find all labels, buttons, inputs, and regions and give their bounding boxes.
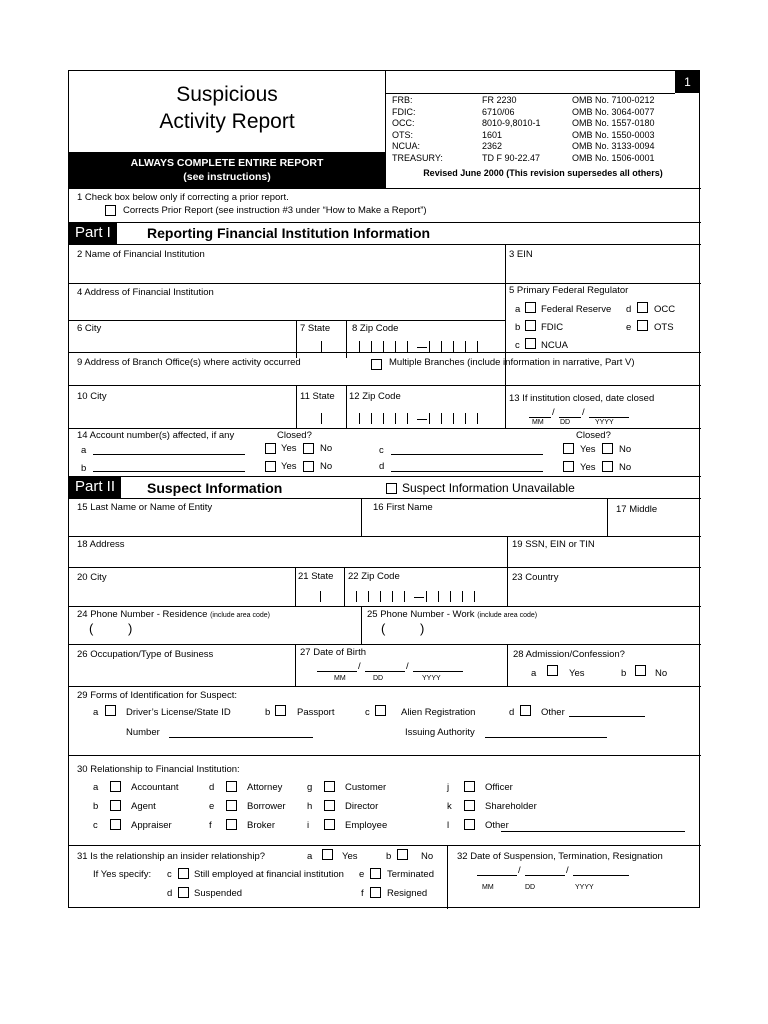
field-23-label: 23 Country [512, 572, 559, 583]
acct-d-letter: d [379, 461, 385, 472]
fdic-checkbox[interactable] [525, 320, 536, 331]
id-number-label: Number [126, 727, 160, 738]
corrects-prior-report-label: Corrects Prior Report (see instruction #3 under “How to Make a Report”) [123, 205, 427, 216]
relationship-letter: h [307, 801, 313, 812]
admission-yes-checkbox[interactable] [547, 665, 558, 676]
field-22-label: 22 Zip Code [348, 571, 400, 582]
suspended-checkbox[interactable] [178, 887, 189, 898]
agency-omb-number: OMB No. 1557-0180 [572, 118, 655, 129]
relationship-customer-checkbox[interactable] [324, 781, 335, 792]
form-title [69, 81, 385, 135]
if-yes-specify: If Yes specify: [93, 869, 152, 880]
f28-a-letter: a [531, 668, 537, 679]
f31-e-letter: e [359, 869, 365, 880]
field-25-label [367, 609, 537, 620]
relationship-letter: d [209, 782, 215, 793]
other-id-input[interactable] [569, 716, 645, 717]
relationship-appraiser-checkbox[interactable] [110, 819, 121, 830]
relationship-broker-checkbox[interactable] [226, 819, 237, 830]
field-20-label: 20 City [77, 572, 107, 583]
acct-d-no-label: No [619, 462, 632, 473]
date-mm-label: MM [532, 419, 544, 426]
admission-no-label: No [655, 668, 668, 679]
relationship-letter: g [307, 782, 313, 793]
part-2-title: Suspect Information [147, 480, 283, 496]
relationship-agent-label: Agent [131, 801, 156, 812]
field-26-label: 26 Occupation/Type of Business [77, 649, 214, 660]
date-dd-label: DD [560, 419, 571, 426]
reg-b-letter: b [515, 322, 521, 333]
relationship-letter: e [209, 801, 215, 812]
acct-c-yes-checkbox[interactable] [563, 443, 574, 454]
terminated-checkbox[interactable] [370, 868, 381, 879]
alien-registration-checkbox[interactable] [375, 705, 386, 716]
relationship-appraiser-label: Appraiser [131, 820, 172, 831]
part-1-title: Reporting Financial Institution Information [147, 225, 431, 241]
date-closed[interactable]: / / [529, 407, 629, 419]
agency-omb-number: OMB No. 7100-0212 [572, 95, 655, 105]
relationship-letter: b [93, 801, 99, 812]
f32-mm-label: MM [482, 884, 494, 891]
field-14-label: 14 Account number(s) affected, if any [77, 430, 235, 441]
alien-registration-label: Alien Registration [401, 707, 476, 718]
dob-mm-label: MM [334, 675, 346, 682]
relationship-letter: l [447, 820, 450, 831]
field-11-label: 11 State [300, 391, 335, 402]
relationship-director-checkbox[interactable] [324, 800, 335, 811]
field-25-note: (include area code) [477, 612, 538, 619]
field-8-label: 8 Zip Code [352, 323, 399, 334]
field-9-label: 9 Address of Branch Office(s) where activity occurred [77, 357, 301, 368]
relationship-director-label: Director [345, 801, 379, 812]
field-3-label: 3 EIN [509, 249, 533, 260]
account-c-input[interactable] [391, 454, 543, 455]
acct-a-no-label: No [320, 443, 333, 454]
acct-a-no-checkbox[interactable] [303, 443, 314, 454]
agency-row [392, 95, 692, 107]
header-top-line [385, 93, 675, 94]
f32-yyyy-label: YYYY [575, 884, 594, 891]
phone-res-close-paren: ) [128, 621, 133, 636]
insider-no-checkbox[interactable] [397, 849, 408, 860]
agency-omb-number: OMB No. 3133-0094 [572, 141, 655, 152]
resigned-label: Resigned [387, 888, 428, 899]
agency-form-number: FR 2230 [482, 95, 517, 105]
acct-b-letter: b [81, 463, 87, 474]
relationship-letter: a [93, 782, 99, 793]
id-a-letter: a [93, 707, 99, 718]
relationship-accountant-label: Accountant [131, 782, 179, 793]
acct-d-yes-checkbox[interactable] [563, 461, 574, 472]
account-a-input[interactable] [93, 454, 245, 455]
relationship-other-checkbox[interactable] [464, 819, 475, 830]
id-d-letter: d [509, 707, 515, 718]
agency-name: OTS: [392, 129, 414, 140]
title-line-2: Activity Report [159, 110, 295, 133]
agency-row [392, 141, 692, 153]
id-number-input[interactable] [169, 737, 313, 738]
multiple-branches-label: Multiple Branches (include information in narrative, Part V) [389, 357, 635, 368]
reg-a-letter: a [515, 304, 521, 315]
acct-d-yes-label: Yes [580, 462, 596, 473]
ots-label: OTS [654, 322, 674, 333]
field-32-label: 32 Date of Suspension, Termination, Resignation [457, 851, 663, 862]
admission-yes-label: Yes [569, 668, 585, 679]
other-id-checkbox[interactable] [520, 705, 531, 716]
relationship-customer-label: Customer [345, 782, 387, 793]
suspect-unavailable-checkbox[interactable] [386, 483, 397, 494]
drivers-license-checkbox[interactable] [105, 705, 116, 716]
still-employed-checkbox[interactable] [178, 868, 189, 879]
terminated-label: Terminated [387, 869, 434, 880]
agency-form-number: 2362 [482, 141, 503, 152]
id-b-letter: b [265, 707, 271, 718]
relationship-other-input[interactable] [501, 831, 685, 832]
agency-form-number: 1601 [482, 129, 503, 140]
f31-d-letter: d [167, 888, 173, 899]
phone-work-close-paren: ) [420, 621, 425, 636]
acct-c-yes-label: Yes [580, 444, 596, 455]
closed-label-right: Closed? [576, 430, 611, 441]
agency-form-number: 6710/06 [482, 106, 515, 117]
id-c-letter: c [365, 707, 370, 718]
relationship-borrower-checkbox[interactable] [226, 800, 237, 811]
agency-form-number: TD F 90-22.47 [482, 153, 541, 163]
acct-b-yes-label: Yes [281, 461, 297, 472]
federal-reserve-checkbox[interactable] [525, 302, 536, 313]
reg-e-letter: e [626, 322, 632, 333]
closed-label-left: Closed? [277, 430, 312, 441]
acct-a-letter: a [81, 445, 87, 456]
part-2-label: Part II [69, 476, 121, 498]
corrects-prior-report-checkbox[interactable] [105, 205, 116, 216]
agency-row [392, 153, 692, 165]
drivers-license-label: Driver’s License/State ID [126, 707, 231, 718]
field-29-label: 29 Forms of Identification for Suspect: [77, 690, 237, 701]
field-5-label: 5 Primary Federal Regulator [509, 285, 629, 296]
field-7-label: 7 State [300, 323, 331, 334]
field-16-label: 16 First Name [373, 502, 433, 513]
acct-c-no-label: No [619, 444, 632, 455]
f31-c-letter: c [167, 869, 172, 880]
item-1-label: 1 Check box below only if correcting a prior report. [77, 192, 289, 203]
acct-b-no-checkbox[interactable] [303, 461, 314, 472]
agency-row [392, 118, 692, 130]
field-21-label: 21 State [298, 571, 334, 582]
relationship-letter: i [307, 820, 310, 831]
f31-a-letter: a [307, 851, 313, 862]
relationship-shareholder-label: Shareholder [485, 801, 537, 812]
agency-row [392, 130, 692, 142]
insider-yes-checkbox[interactable] [322, 849, 333, 860]
field-10-label: 10 City [77, 391, 107, 402]
agency-omb-number: OMB No. 1550-0003 [572, 129, 655, 140]
revised-note: Revised June 2000 (This revision supersedes all others) [423, 168, 663, 178]
field-4-label: 4 Address of Financial Institution [77, 287, 214, 298]
always-complete-text: ALWAYS COMPLETE ENTIRE REPORT [130, 157, 324, 169]
insider-no-label: No [421, 851, 434, 862]
field-15-label: 15 Last Name or Name of Entity [77, 502, 213, 513]
relationship-agent-checkbox[interactable] [110, 800, 121, 811]
suspended-label: Suspended [194, 888, 243, 899]
acct-b-no-label: No [320, 461, 333, 472]
acct-c-no-checkbox[interactable] [602, 443, 613, 454]
issuing-authority-label: Issuing Authority [405, 727, 475, 738]
ots-checkbox[interactable] [637, 320, 648, 331]
agency-name: OCC: [392, 118, 415, 129]
suspension-date[interactable]: / / [477, 865, 629, 877]
date-of-birth[interactable]: / / [317, 661, 463, 673]
resigned-checkbox[interactable] [370, 887, 381, 898]
f32-dd-label: DD [525, 884, 536, 891]
relationship-employee-label: Employee [345, 820, 388, 831]
agency-name: NCUA: [392, 141, 421, 152]
passport-checkbox[interactable] [275, 705, 286, 716]
field-13-label: 13 If institution closed, date closed [509, 393, 655, 404]
f31-f-letter: f [361, 888, 364, 899]
phone-work-open-paren: ( [381, 621, 386, 636]
field-30-label: 30 Relationship to Financial Institution: [77, 764, 240, 775]
occ-label: OCC [654, 304, 676, 315]
occ-checkbox[interactable] [637, 302, 648, 313]
relationship-letter: k [447, 801, 452, 812]
phone-res-open-paren: ( [89, 621, 94, 636]
agency-omb-number: OMB No. 1506-0001 [572, 153, 655, 163]
page-number: 1 [675, 71, 700, 93]
field-24-text: 24 Phone Number - Residence [77, 609, 208, 620]
agency-name: TREASURY: [392, 153, 443, 163]
agency-form-number: 8010-9,8010-1 [482, 118, 541, 129]
acct-b-yes-checkbox[interactable] [265, 461, 276, 472]
relationship-letter: j [447, 782, 450, 793]
acct-a-yes-label: Yes [281, 443, 297, 454]
relationship-accountant-checkbox[interactable] [110, 781, 121, 792]
other-id-label: Other [541, 707, 565, 718]
field-17-label: 17 Middle [616, 504, 658, 515]
field-27-label: 27 Date of Birth [300, 647, 367, 658]
see-instructions-text: (see instructions) [183, 171, 271, 183]
field-6-label: 6 City [77, 323, 102, 334]
relationship-attorney-checkbox[interactable] [226, 781, 237, 792]
multiple-branches-checkbox[interactable] [371, 359, 382, 370]
field-28-label: 28 Admission/Confession? [513, 649, 625, 660]
relationship-broker-label: Broker [247, 820, 275, 831]
field-25-text: 25 Phone Number - Work [367, 609, 475, 620]
field-24-note: (include area code) [210, 612, 271, 619]
acct-c-letter: c [379, 445, 384, 456]
relationship-shareholder-checkbox[interactable] [464, 800, 475, 811]
reg-c-letter: c [515, 340, 520, 351]
suspect-unavailable-label: Suspect Information Unavailable [402, 481, 575, 495]
field-12-label: 12 Zip Code [349, 391, 401, 402]
acct-d-no-checkbox[interactable] [602, 461, 613, 472]
agency-name: FRB: [392, 95, 413, 105]
admission-no-checkbox[interactable] [635, 665, 646, 676]
passport-label: Passport [297, 707, 335, 718]
field-18-label: 18 Address [77, 539, 125, 550]
agency-name: FDIC: [392, 106, 416, 117]
relationship-attorney-label: Attorney [247, 782, 283, 793]
field-19-label: 19 SSN, EIN or TIN [512, 539, 595, 550]
relationship-letter: c [93, 820, 98, 831]
relationship-officer-label: Officer [485, 782, 513, 793]
form-page [68, 70, 700, 908]
relationship-employee-checkbox[interactable] [324, 819, 335, 830]
issuing-authority-input[interactable] [485, 737, 607, 738]
field-2-label: 2 Name of Financial Institution [77, 249, 205, 260]
relationship-letter: f [209, 820, 212, 831]
agency-omb-number: OMB No. 3064-0077 [572, 106, 655, 117]
acct-a-yes-checkbox[interactable] [265, 443, 276, 454]
ncua-label: NCUA [541, 340, 568, 351]
always-complete-banner [69, 152, 385, 188]
dob-yyyy-label: YYYY [422, 675, 441, 682]
agency-row [392, 107, 692, 119]
reg-d-letter: d [626, 304, 632, 315]
field-24-label [77, 609, 270, 620]
still-employed-label: Still employed at financial institution [194, 869, 344, 880]
federal-reserve-label: Federal Reserve [541, 304, 612, 315]
date-yyyy-label: YYYY [595, 419, 614, 426]
fdic-label: FDIC [541, 322, 564, 333]
relationship-other-label: Other [485, 820, 509, 831]
title-line-1: Suspicious [176, 83, 278, 106]
insider-yes-label: Yes [342, 851, 358, 862]
account-b-input[interactable] [93, 471, 245, 472]
account-d-input[interactable] [391, 471, 543, 472]
relationship-officer-checkbox[interactable] [464, 781, 475, 792]
dob-dd-label: DD [373, 675, 384, 682]
part-1-label: Part I [69, 222, 117, 244]
f31-b-letter: b [386, 851, 392, 862]
relationship-borrower-label: Borrower [247, 801, 286, 812]
f28-b-letter: b [621, 668, 627, 679]
field-31-label: 31 Is the relationship an insider relationship? [77, 851, 266, 862]
ncua-checkbox[interactable] [525, 338, 536, 349]
